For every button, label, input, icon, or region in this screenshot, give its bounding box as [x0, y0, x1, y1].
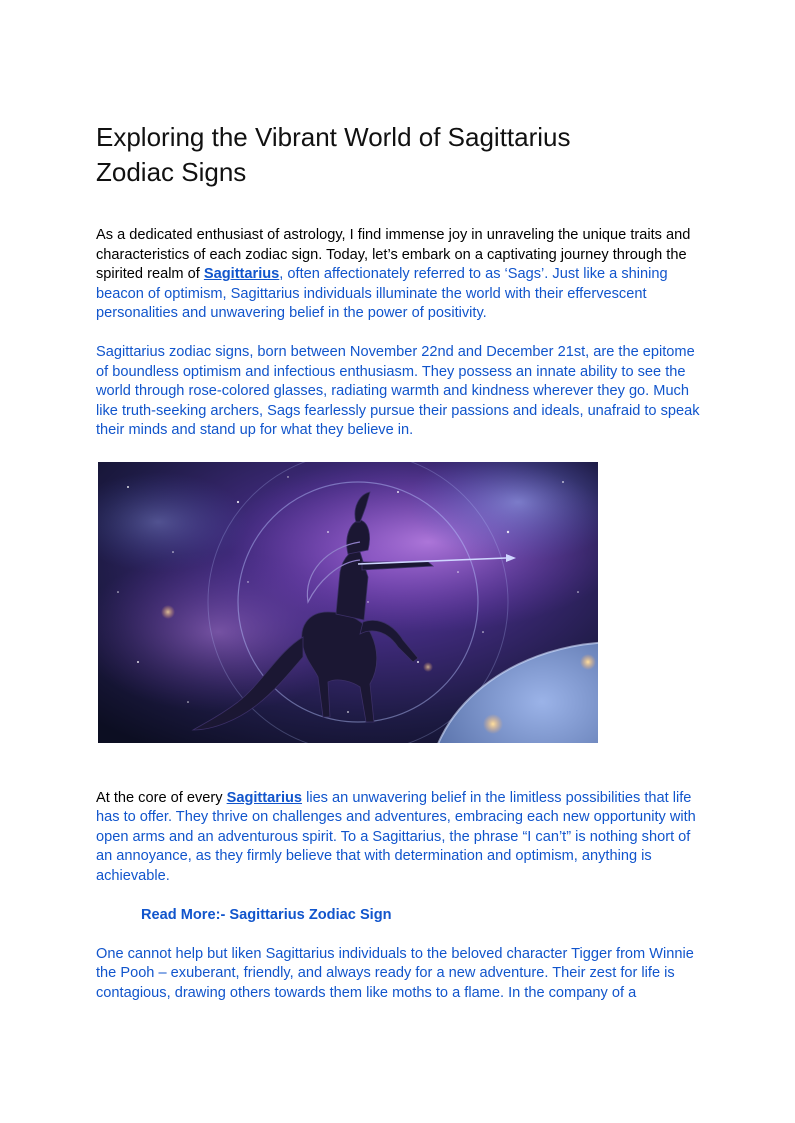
sagittarius-link[interactable]: Sagittarius [203, 266, 280, 282]
core-belief-intro: At the core of every [96, 789, 227, 806]
read-more-link[interactable]: Read More:- Sagittarius Zodiac Sign [141, 906, 392, 923]
centaur-archer-illustration [98, 462, 598, 743]
intro-paragraph [96, 226, 706, 324]
intro-text-continued: , often affectionately referred to as ‘Sags’. Just like a shining beacon of optimism, Sagittarius individuals illuminate the world with their effervescent personalities and unwavering belief in the power of positivity. [96, 266, 668, 321]
sagittarius-centaur-image [98, 462, 598, 743]
document-content [96, 120, 706, 1003]
page-title [96, 120, 706, 190]
title-line-1: Exploring the Vibrant World of Sagittarius [96, 122, 571, 152]
intro-text: As a dedicated enthusiast of astrology, I find immense joy in unraveling the unique traits and characteristics of each zodiac sign. Today, let’s embark on a captivating journey through the spirited realm of [96, 227, 691, 282]
core-belief-paragraph [96, 789, 706, 887]
title-line-2: Zodiac Signs [96, 157, 247, 187]
core-belief-text: lies an unwavering belief in the limitless possibilities that life has to offer. They thrive on challenges and adventures, embracing each new opportunity with open arms and an adventurous spirit. To a Sagittarius, the phrase “I can’t” is nothing short of an annoyance, as they firmly believe that with determination and optimism, anything is achievable. [96, 789, 696, 884]
sagittarius-link-2[interactable]: Sagittarius [226, 789, 303, 806]
tigger-paragraph: One cannot help but liken Sagittarius individuals to the beloved character Tigger from Winnie the Pooh – exuberant, friendly, and always ready for a new adventure. Their zest for life is contagious, drawing others towards them like moths to a flame. In the company of a [96, 945, 694, 1001]
birthdate-paragraph: Sagittarius zodiac signs, born between November 22nd and December 21st, are the epitome of boundless optimism and infectious enthusiasm. They possess an innate ability to see the world through rose-colored glasses, radiating warmth and kindness wherever they go. Much like truth-seeking archers, Sags fearlessly pursue their passions and ideals, unafraid to speak their minds and stand up for what they believe in. [96, 344, 700, 438]
